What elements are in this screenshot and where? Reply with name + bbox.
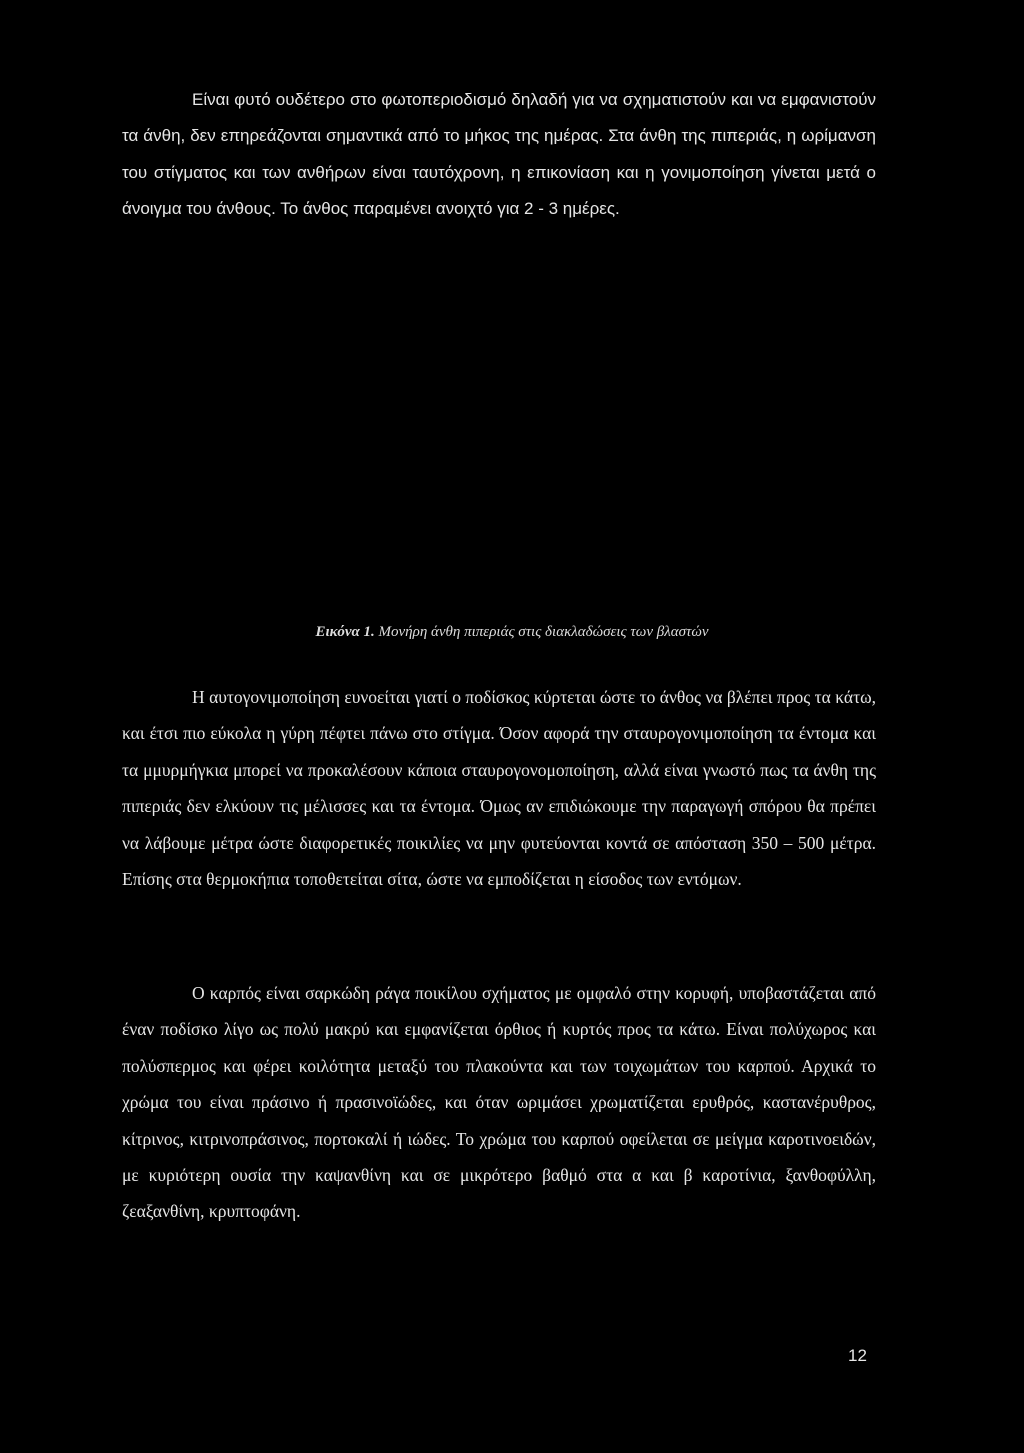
figure-caption xyxy=(0,620,1024,644)
page-number: 12 xyxy=(848,1346,867,1365)
figure-caption-label: Εικόνα 1. xyxy=(315,624,375,640)
paragraph-pollination: Η αυτογονιμοποίηση ευνοείται γιατί ο ποδίσκος κύρτεται ώστε το άνθος να βλέπει προς τα κάτω, και έτσι πιο εύκολα η γύρη πέφτει πάνω στο στίγμα. Όσον αφορά την σταυρογονιμοποίηση τα έντομα και τα μμυρμήγκια μπορεί να προκαλέσουν κάποια σταυρογονομοποίηση, αλλά είναι γνωστό πως τα άνθη της πιπεριάς δεν ελκύουν τις μέλισσες και τα έντομα. Όμως αν επιδιώκουμε την παραγωγή σπόρου θα πρέπει να λάβουμε μέτρα ώστε διαφορετικές ποικιλίες να μην φυτεύονται κοντά σε απόσταση 350 – 500 μέτρα. Επίσης στα θερμοκήπια τοποθετείται σίτα, ώστε να εμποδίζεται η είσοδος των εντόμων. xyxy=(122,687,876,890)
paragraph-fruit: Ο καρπός είναι σαρκώδη ράγα ποικίλου σχήματος με ομφαλό στην κορυφή, υποβαστάζεται από έναν ποδίσκο λίγο ως πολύ μακρύ και εμφανίζεται όρθιος ή κυρτός προς τα κάτω. Είναι πολύχωρος και πολύσπερμος και φέρει κοιλότητα μεταξύ του πλακούντα και των τοιχωμάτων του καρπού. Αρχικά το χρώμα του είναι πράσινο ή πρασινοϊώδες, και όταν ωριμάσει χρωματίζεται ερυθρός, καστανέρυθρος, κίτρινος, κιτρινοπράσινος, πορτοκαλί ή ιώδες. Το χρώμα του καρπού οφείλεται σε μείγμα καροτινοειδών, με κυριότερη ουσία την καψανθίνη και σε μικρότερο βαθμό στα α και β καροτίνια, ξανθοφύλλη, ζεαξανθίνη, κρυπτοφάνη. xyxy=(122,983,876,1222)
paragraph-flowering: Είναι φυτό ουδέτερο στο φωτοπεριοδισμό δηλαδή για να σχηματιστούν και να εμφανιστούν τα άνθη, δεν επηρεάζονται σημαντικά από το μήκος της ημέρας. Στα άνθη της πιπεριάς, η ωρίμανση του στίγματος και των ανθήρων είναι ταυτόχρονη, η επικονίαση και η γονιμοποίηση γίνεται μετά ο άνοιγμα του άνθους. Το άνθος παραμένει ανοιχτό για 2 - 3 ημέρες. xyxy=(122,90,876,219)
figure-caption-text: Μονήρη άνθη πιπεριάς στις διακλαδώσεις των βλαστών xyxy=(378,624,709,640)
